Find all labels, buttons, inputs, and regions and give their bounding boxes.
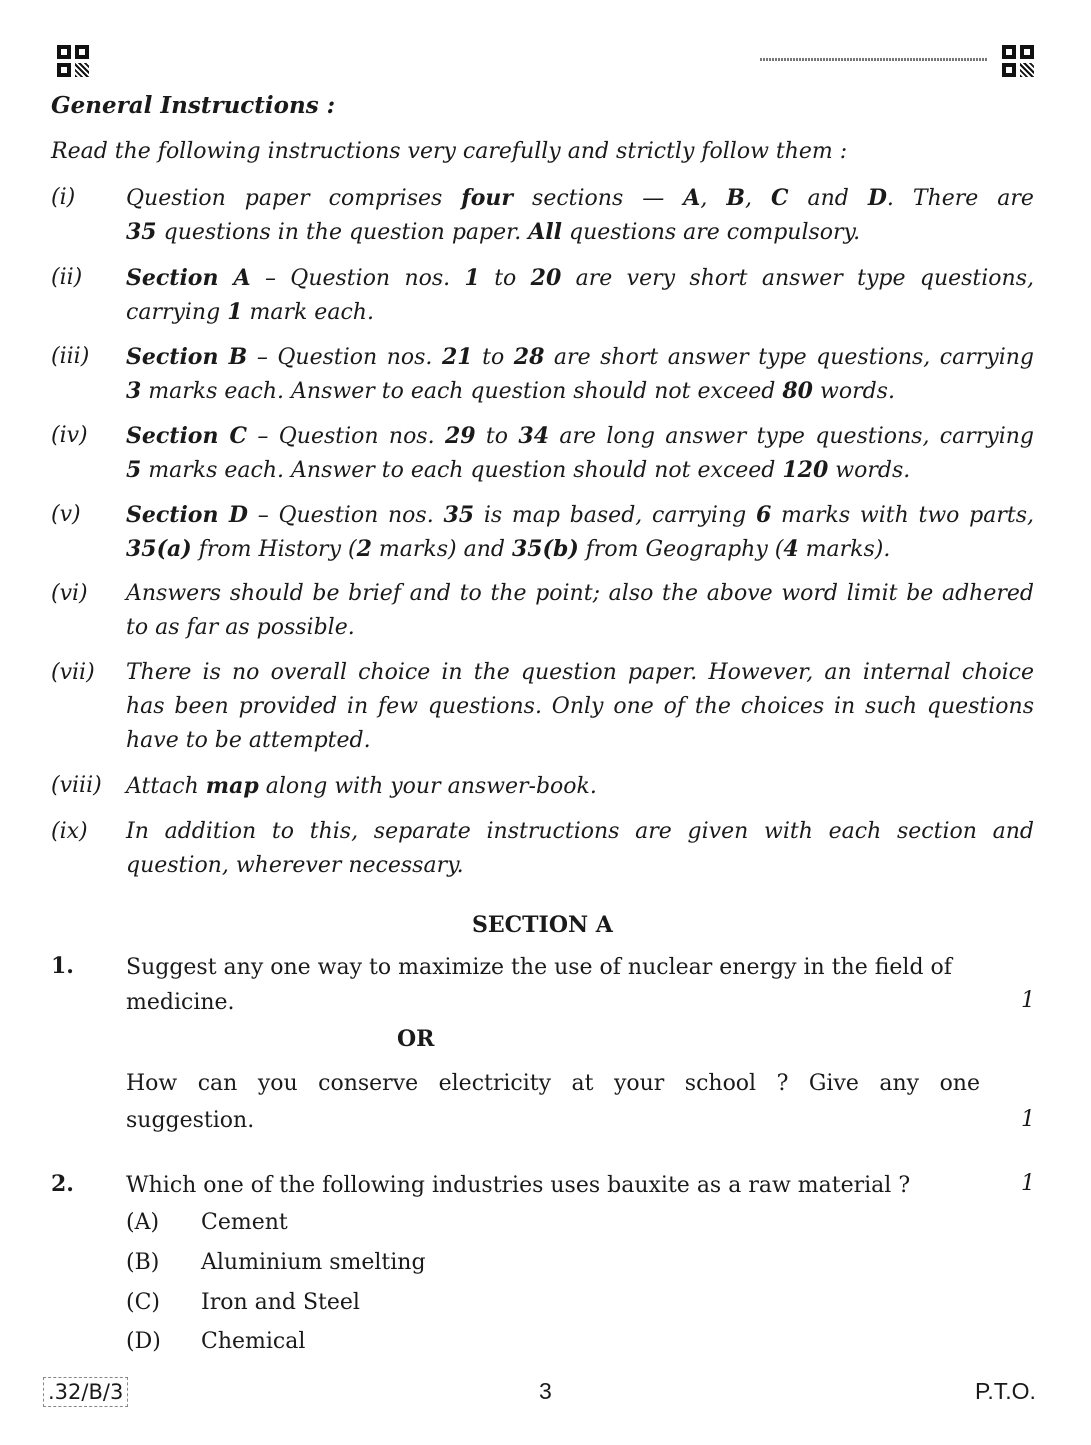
instruction-text: has been provided in few questions. Only one of the choices in such questions <box>126 694 1034 719</box>
option-label: (C) <box>126 1290 160 1315</box>
instruction-text: In addition to this, separate instructions are given with each section and <box>126 819 1034 844</box>
page-number: 3 <box>539 1378 552 1404</box>
instruction-number: (vi) <box>51 581 88 606</box>
instruction-text: Section C – Question nos. 29 to 34 are long answer type questions, carrying <box>126 423 1034 449</box>
instruction-text: 5 marks each. Answer to each question should not exceed 120 words. <box>126 457 911 483</box>
instruction-number: (iii) <box>51 344 90 369</box>
question-number: 1. <box>51 953 74 979</box>
instruction-number: (vii) <box>51 660 95 685</box>
instructions-heading: General Instructions : <box>51 92 336 119</box>
paper-code: .32/B/3 <box>43 1377 128 1407</box>
instruction-number: (ii) <box>51 265 83 290</box>
qr-code-left-icon <box>57 45 89 77</box>
instruction-text: 3 marks each. Answer to each question should not exceed 80 words. <box>126 378 895 404</box>
instruction-text: question, wherever necessary. <box>126 853 464 878</box>
instruction-number: (i) <box>51 185 76 210</box>
question-1-alt-line1: How can you conserve electricity at your school ? Give any one <box>126 1071 980 1096</box>
instruction-text: 35 questions in the question paper. All questions are compulsory. <box>126 219 861 245</box>
pto-label: P.T.O. <box>975 1378 1036 1404</box>
instruction-text: Question paper comprises four sections — A, B, C and D. There are <box>126 185 1034 211</box>
instruction-text: Answers should be brief and to the point; also the above word limit be adhered <box>126 581 1034 606</box>
option-text: Aluminium smelting <box>201 1250 426 1275</box>
instruction-text: Section D – Question nos. 35 is map based, carrying 6 marks with two parts, <box>126 502 1034 528</box>
marks-label: 1 <box>1021 1171 1035 1196</box>
instruction-number: (viii) <box>51 773 102 798</box>
instruction-text: have to be attempted. <box>126 728 371 753</box>
or-separator: OR <box>397 1026 435 1052</box>
marks-label: 1 <box>1021 988 1035 1013</box>
instruction-number: (v) <box>51 502 81 527</box>
instruction-text: There is no overall choice in the question paper. However, an internal choice <box>126 660 1034 685</box>
option-text: Cement <box>201 1210 288 1235</box>
option-label: (A) <box>126 1210 160 1235</box>
instruction-text: carrying 1 mark each. <box>126 299 374 325</box>
marks-label: 1 <box>1021 1107 1035 1132</box>
option-label: (B) <box>126 1250 160 1275</box>
question-number: 2. <box>51 1171 74 1197</box>
qr-code-right-icon <box>1002 45 1034 77</box>
instruction-text: Attach map along with your answer-book. <box>126 773 597 799</box>
option-label: (D) <box>126 1329 161 1354</box>
question-2-text: Which one of the following industries uses bauxite as a raw material ? <box>126 1173 911 1198</box>
instruction-text: Section A – Question nos. 1 to 20 are very short answer type questions, <box>126 265 1034 291</box>
section-a-title: SECTION A <box>472 912 613 938</box>
question-1-line2: medicine. <box>126 990 235 1015</box>
instruction-text: 35(a) from History (2 marks) and 35(b) from Geography (4 marks). <box>126 536 891 562</box>
instruction-number: (ix) <box>51 819 88 844</box>
instruction-number: (iv) <box>51 423 88 448</box>
option-text: Chemical <box>201 1329 306 1354</box>
option-text: Iron and Steel <box>201 1290 360 1315</box>
instruction-text: Section B – Question nos. 21 to 28 are short answer type questions, carrying <box>126 344 1034 370</box>
microtext-line <box>760 58 988 61</box>
question-1-alt-line2: suggestion. <box>126 1108 255 1133</box>
instructions-intro: Read the following instructions very carefully and strictly follow them : <box>51 139 848 164</box>
instruction-text: to as far as possible. <box>126 615 355 640</box>
question-1-line1: Suggest any one way to maximize the use of nuclear energy in the field of <box>126 955 952 980</box>
